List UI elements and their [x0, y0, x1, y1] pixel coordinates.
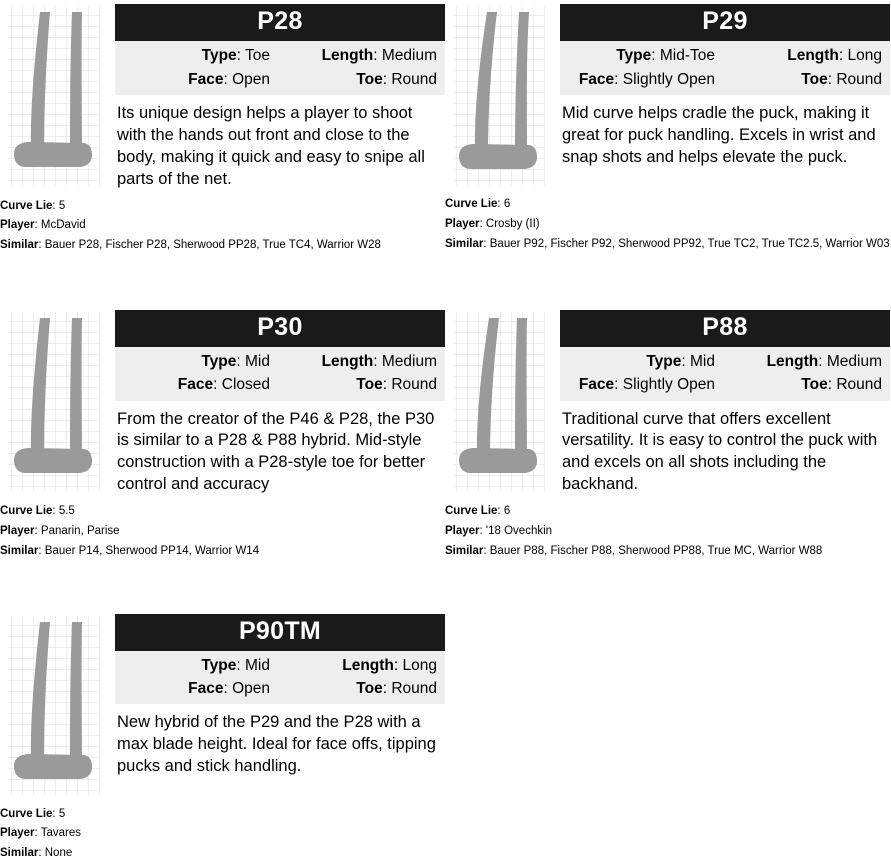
meta-label-player: Player	[445, 525, 480, 538]
spec-row	[115, 68, 445, 91]
spec-value-type: Mid	[690, 353, 715, 371]
spec-label-face: Face	[177, 376, 214, 394]
spec-label-toe: Toe	[356, 680, 383, 698]
meta-label-curve-lie: Curve Lie	[0, 807, 53, 820]
spec-value-length: Long	[402, 656, 437, 674]
meta-value-similar: None	[44, 847, 73, 860]
spec-row	[560, 68, 890, 91]
blade-icon	[0, 310, 110, 495]
curve-description: Mid curve helps cradle the puck, making it great for puck handling. Excels in wrist and snap shots and helps elevate the puck.	[562, 103, 876, 166]
curve-info	[115, 610, 445, 779]
meta-similar: Similar: Bauer P88, Fischer P88, Sherwood PP88, True MC, Warrior W88	[445, 544, 823, 557]
curve-description: New hybrid of the P29 and the P28 with a max blade height. Ideal for face offs, tipping pucks and stick handling.	[117, 713, 436, 776]
spec-value-type: Mid-Toe	[659, 47, 715, 65]
spec-row	[560, 350, 890, 373]
curve-title: P29	[560, 4, 890, 41]
curve-title: P30	[115, 310, 445, 347]
curve-card-cell	[0, 0, 445, 256]
spec-label-length: Length	[766, 353, 819, 371]
blade-illustration	[0, 306, 115, 495]
spec-length: Length: Medium	[321, 353, 437, 371]
spec-row	[115, 350, 445, 373]
spec-label-face: Face	[578, 70, 615, 88]
meta-curve-lie: Curve Lie: 6	[445, 198, 511, 210]
meta-player: Player: '18 Ovechkin	[445, 525, 553, 538]
blade-illustration	[0, 0, 115, 189]
spec-value-toe: Round	[391, 70, 437, 88]
spec-label-toe: Toe	[356, 376, 383, 394]
curve-card-cell	[0, 610, 445, 864]
curve-description: Traditional curve that offers excellent versatility. It is easy to control the puck with and excels on all shots including the backhand.	[562, 409, 878, 494]
curve-card	[445, 0, 890, 189]
spec-label-type: Type	[646, 353, 682, 371]
spec-value-toe: Round	[836, 376, 882, 394]
blade-icon	[0, 614, 110, 799]
curve-meta	[445, 189, 890, 254]
meta-curve-lie: Curve Lie: 5	[0, 199, 66, 212]
meta-value-curve-lie: 6	[503, 505, 511, 518]
meta-player: Player: Panarin, Parise	[0, 525, 120, 538]
meta-similar: Similar: Bauer P14, Sherwood PP14, Warrior W14	[0, 544, 260, 557]
meta-label-similar: Similar	[0, 239, 39, 252]
spec-table	[115, 347, 445, 401]
meta-label-player: Player	[0, 827, 35, 840]
curve-card-cell	[445, 306, 890, 562]
spec-row	[560, 44, 890, 67]
spec-value-length: Medium	[381, 353, 437, 371]
spec-type: Type: Mid	[646, 353, 715, 371]
meta-label-similar: Similar	[0, 544, 39, 557]
meta-label-player: Player	[0, 525, 35, 538]
curve-card	[0, 306, 445, 497]
spec-table	[115, 651, 445, 705]
meta-curve-lie: Curve Lie: 5.5	[0, 505, 75, 518]
spec-face: Face: Slightly Open	[578, 376, 715, 394]
spec-length: Length: Long	[787, 47, 882, 65]
spec-label-length: Length	[321, 47, 374, 65]
curve-row	[0, 306, 891, 562]
meta-value-player: '18 Ovechkin	[485, 525, 553, 538]
spec-table	[115, 41, 445, 95]
spec-value-face: Closed	[221, 376, 270, 394]
meta-value-similar: Bauer P28, Fischer P28, Sherwood PP28, True TC4, Warrior W28	[44, 239, 381, 252]
empty-cell	[445, 610, 890, 864]
spec-face: Face: Closed	[177, 376, 270, 394]
spec-label-type: Type	[201, 656, 237, 674]
spec-toe: Toe: Round	[356, 70, 437, 88]
spec-value-face: Open	[232, 680, 270, 698]
curve-meta	[445, 496, 890, 561]
meta-value-curve-lie: 5	[58, 199, 66, 212]
spec-value-toe: Round	[391, 680, 437, 698]
meta-player: Player: McDavid	[0, 219, 86, 232]
spec-value-type: Mid	[245, 353, 270, 371]
curve-card	[0, 610, 445, 799]
spec-label-length: Length	[321, 353, 374, 371]
spec-label-type: Type	[616, 47, 652, 65]
spec-value-length: Medium	[381, 47, 437, 65]
meta-label-curve-lie: Curve Lie	[0, 199, 53, 212]
meta-value-curve-lie: 6	[503, 198, 511, 210]
meta-label-curve-lie: Curve Lie	[445, 198, 498, 210]
spec-table	[560, 347, 890, 401]
curve-title: P90TM	[115, 614, 445, 651]
spec-value-length: Medium	[826, 353, 882, 371]
curve-info	[115, 0, 445, 191]
spec-face: Face: Slightly Open	[578, 70, 715, 88]
spec-label-length: Length	[342, 656, 394, 674]
spec-row	[560, 373, 890, 396]
curve-card-cell	[445, 0, 890, 256]
curve-title: P88	[560, 310, 890, 347]
meta-player: Player: Tavares	[0, 827, 81, 840]
spec-value-type: Toe	[245, 47, 270, 65]
spec-row	[115, 654, 445, 677]
spec-face: Face: Open	[188, 70, 270, 88]
meta-player: Player: Crosby (II)	[445, 217, 540, 230]
meta-value-player: McDavid	[40, 219, 86, 232]
meta-value-player: Panarin, Parise	[40, 525, 120, 538]
spec-length: Length: Long	[342, 656, 437, 674]
spec-row	[115, 677, 445, 700]
curve-card-cell	[0, 306, 445, 562]
spec-value-face: Open	[232, 70, 270, 88]
spec-value-face: Slightly Open	[622, 376, 715, 394]
spec-value-length: Long	[847, 47, 882, 65]
spec-value-toe: Round	[836, 70, 882, 88]
curve-meta	[0, 799, 445, 864]
meta-value-similar: Bauer P14, Sherwood PP14, Warrior W14	[44, 544, 260, 557]
meta-label-player: Player	[0, 219, 35, 232]
curve-card	[445, 306, 890, 497]
curve-card	[0, 0, 445, 191]
spec-value-toe: Round	[391, 376, 437, 394]
curve-info	[560, 0, 890, 169]
meta-value-similar: Bauer P92, Fischer P92, Sherwood PP92, True TC2, True TC2.5, Warrior W03	[489, 237, 890, 250]
spec-label-face: Face	[188, 70, 224, 88]
spec-label-type: Type	[201, 353, 237, 371]
meta-curve-lie: Curve Lie: 6	[445, 505, 511, 518]
spec-face: Face: Open	[188, 680, 270, 698]
curve-row	[0, 0, 891, 256]
curve-description: From the creator of the P46 & P28, the P30 is similar to a P28 & P88 hybrid. Mid-style construction with a P28-style toe for better control and accuracy	[117, 409, 435, 494]
meta-curve-lie: Curve Lie: 5	[0, 807, 66, 820]
spec-toe: Toe: Round	[356, 680, 437, 698]
curve-meta	[0, 496, 445, 561]
spec-row	[115, 44, 445, 67]
spec-value-type: Mid	[245, 656, 270, 674]
spec-length: Length: Medium	[766, 353, 882, 371]
meta-value-player: Crosby (II)	[485, 217, 540, 230]
curve-title: P28	[115, 4, 445, 41]
spec-label-toe: Toe	[801, 70, 828, 88]
meta-value-similar: Bauer P88, Fischer P88, Sherwood PP88, True MC, Warrior W88	[489, 544, 823, 557]
spec-label-length: Length	[787, 47, 839, 65]
curve-row	[0, 610, 891, 864]
spec-label-toe: Toe	[356, 70, 383, 88]
spec-type: Type: Mid	[201, 353, 270, 371]
meta-label-player: Player	[445, 217, 480, 230]
spec-value-face: Slightly Open	[622, 70, 715, 88]
meta-similar: Similar: None	[0, 847, 73, 860]
meta-label-curve-lie: Curve Lie	[445, 505, 498, 518]
blade-illustration	[445, 0, 560, 189]
blade-illustration	[445, 306, 560, 495]
spec-label-face: Face	[578, 376, 615, 394]
curve-info	[560, 306, 890, 497]
meta-value-curve-lie: 5	[58, 807, 66, 820]
spec-toe: Toe: Round	[356, 376, 437, 394]
meta-value-curve-lie: 5.5	[58, 505, 75, 518]
spec-type: Type: Mid-Toe	[616, 47, 715, 65]
meta-label-similar: Similar	[445, 237, 484, 250]
meta-similar: Similar: Bauer P28, Fischer P28, Sherwood PP28, True TC4, Warrior W28	[0, 239, 381, 252]
spec-toe: Toe: Round	[801, 70, 882, 88]
spec-toe: Toe: Round	[801, 376, 882, 394]
blade-icon	[445, 310, 555, 495]
spec-label-type: Type	[201, 47, 237, 65]
spec-label-face: Face	[188, 680, 224, 698]
spec-table	[560, 41, 890, 95]
curve-description: Its unique design helps a player to shoot with the hands out front and close to the body, making it quick and easy to snipe all parts of the net.	[117, 103, 425, 188]
meta-label-similar: Similar	[0, 847, 39, 860]
spec-type: Type: Mid	[201, 656, 270, 674]
meta-label-curve-lie: Curve Lie	[0, 505, 53, 518]
spec-row	[115, 373, 445, 396]
curve-info	[115, 306, 445, 497]
blade-icon	[445, 4, 555, 189]
blade-illustration	[0, 610, 115, 799]
spec-length: Length: Medium	[321, 47, 437, 65]
spec-type: Type: Toe	[201, 47, 270, 65]
meta-label-similar: Similar	[445, 544, 484, 557]
meta-similar: Similar: Bauer P92, Fischer P92, Sherwood PP92, True TC2, True TC2.5, Warrior W03	[445, 237, 890, 250]
spec-label-toe: Toe	[801, 376, 828, 394]
curve-meta	[0, 191, 445, 256]
blade-icon	[0, 4, 110, 189]
meta-value-player: Tavares	[40, 827, 81, 840]
